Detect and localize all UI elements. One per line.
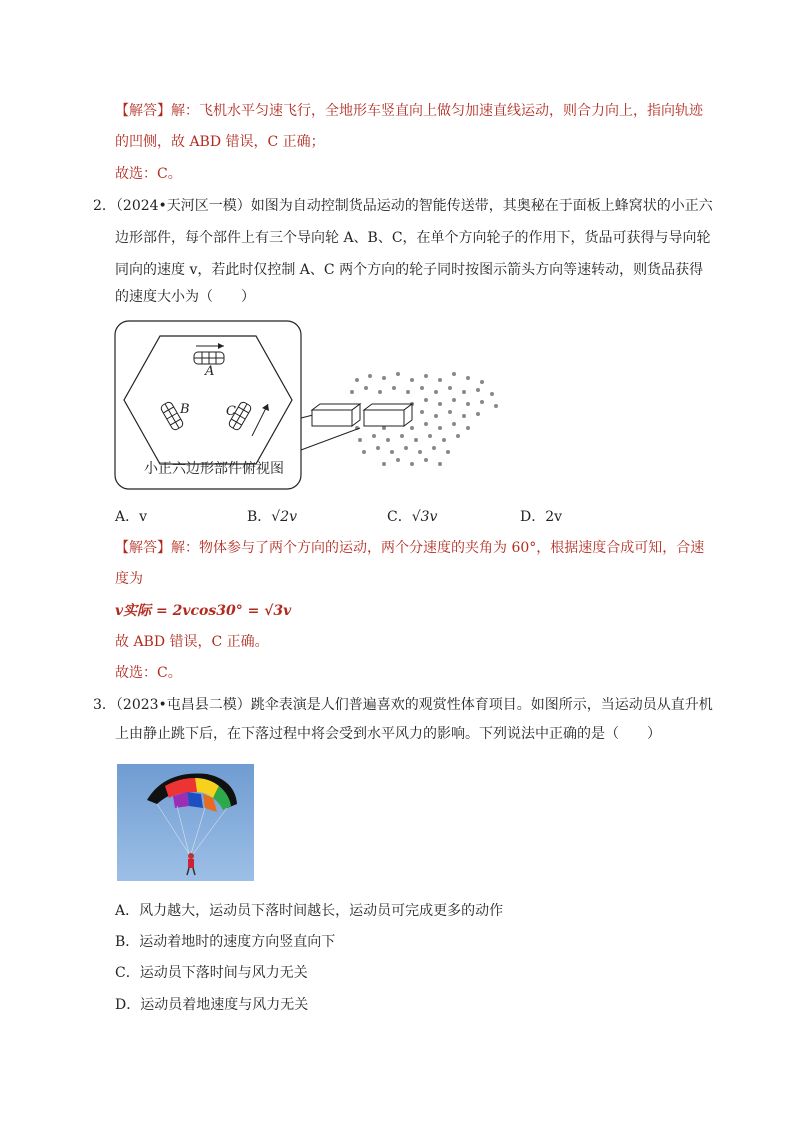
callout-line-bottom	[301, 428, 360, 450]
q3-stem-line2: 上由静止跳下后，在下落过程中将会受到水平风力的影响。下列说法中正确的是（ ）	[115, 726, 661, 742]
q2-stem-line1: 2．（2024•天河区一模）如图为自动控制货品运动的智能传送带，其奥秘在于面板上蜂窝状的小正六	[93, 198, 713, 214]
q3-option-d: D．运动员着地速度与风力无关	[115, 997, 309, 1013]
q2-stem-line2: 边形部件，每个部件上有三个导向轮 A、B、C，在单个方向轮子的作用下，货品可获得与导向轮	[115, 230, 711, 246]
q2-option-a: A．v	[115, 509, 148, 525]
parachute-image	[117, 764, 254, 881]
q1-answer-line1: 【解答】解：飞机水平匀速飞行，全地形车竖直向上做匀加速直线运动，则合力向上，指向轨迹	[115, 103, 703, 119]
q3-stem-line1: 3．（2023•屯昌县二模）跳伞表演是人们普遍喜欢的观赏性体育项目。如图所示，当运动员从直升机	[93, 697, 713, 713]
q1-answer-line2: 的凹侧，故 ABD 错误，C 正确；	[115, 134, 325, 150]
parachute-photo	[117, 764, 254, 881]
q2-formula: v实际 = 2vcos30° = √3v	[115, 603, 292, 619]
q3-option-c: C．运动员下落时间与风力无关	[115, 965, 308, 981]
wheel-c-label: C	[226, 404, 236, 419]
q2-stem-line4: 的速度大小为（ ）	[115, 289, 255, 305]
wheel-a-icon	[194, 343, 224, 364]
q1-answer-tag: 【解答】	[115, 103, 171, 119]
wheel-b-label: B	[180, 402, 190, 417]
q2-figure	[112, 318, 502, 494]
q1-choose: 故选：C。	[115, 166, 182, 182]
q2-answer-line2: 度为	[115, 571, 143, 587]
wheel-a-label: A	[205, 364, 215, 379]
q2-answer-line3: 故 ABD 错误，C 正确。	[115, 634, 269, 650]
q2-answer-line1: 【解答】解：物体参与了两个方向的运动，两个分速度的夹角为 60°，根据速度合成可知，合速	[115, 540, 705, 556]
q2-option-c: C．√3v	[387, 509, 438, 525]
q3-option-b: B．运动着地时的速度方向竖直向下	[115, 934, 336, 950]
q2-answer-tag: 【解答】	[115, 540, 171, 556]
q2-stem-line3: 同向的速度 v，若此时仅控制 A、C 两个方向的轮子同时按图示箭头方向等速转动，则货品获得	[115, 262, 704, 278]
q2-option-d: D．2v	[520, 509, 563, 525]
figure-caption: 小正六边形部件俯视图	[144, 461, 284, 477]
q2-choose: 故选：C。	[115, 665, 182, 681]
q2-option-b: B．√2v	[247, 509, 298, 525]
cargo-box-left	[312, 404, 360, 426]
cargo-box-right	[364, 404, 412, 426]
q3-option-a: A．风力越大，运动员下落时间越长，运动员可完成更多的动作	[115, 903, 504, 919]
